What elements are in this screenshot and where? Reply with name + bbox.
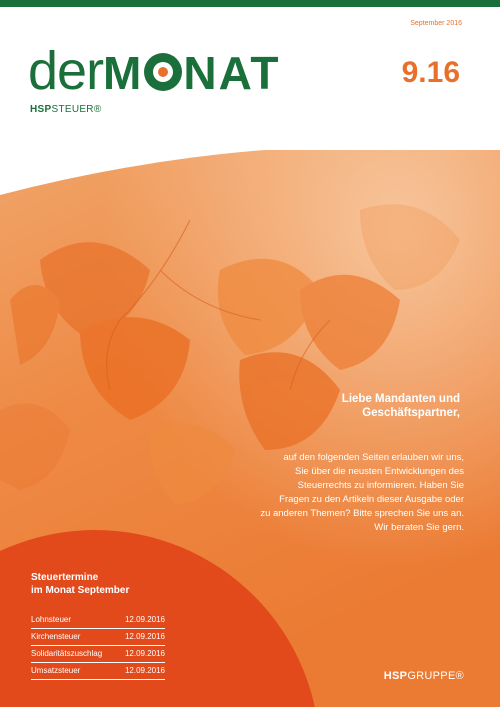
intro-line: zu anderen Themen? Bitte sprechen Sie uns an. <box>260 508 464 519</box>
sublogo-steuer: STEUER® <box>51 104 102 115</box>
table-row <box>31 646 165 663</box>
hsp-gruppe-hsp: HSP <box>383 670 408 682</box>
intro-line: Wir beraten Sie gern. <box>374 522 464 533</box>
intro-line: Steuerrechts zu informieren. Haben Sie <box>297 480 464 491</box>
hsp-steuer-logo <box>30 104 102 115</box>
logo-monat-m: M <box>103 47 144 99</box>
tax-dates-title-line: Steuertermine <box>31 572 99 583</box>
tax-type: Umsatzsteuer <box>31 666 81 675</box>
tax-dates-table <box>31 612 165 680</box>
logo-der-text: der <box>28 41 104 101</box>
intro-headline-line: Geschäftspartner, <box>362 407 460 419</box>
logo-monat-rest: NAT <box>183 47 281 99</box>
intro-line: auf den folgenden Seiten erlauben wir uns, <box>283 452 464 463</box>
tax-dates-title-line: im Monat September <box>31 585 130 596</box>
tax-dates-title <box>31 571 231 597</box>
hsp-gruppe-text: GRUPPE® <box>407 670 464 682</box>
table-row <box>31 663 165 680</box>
intro-headline <box>260 392 460 420</box>
tax-date: 12.09.2016 <box>124 632 165 641</box>
intro-text <box>224 451 464 535</box>
issue-date: September 2016 <box>410 20 462 27</box>
sublogo-hsp: HSP <box>30 104 52 115</box>
tax-type: Lohnsteuer <box>31 615 72 624</box>
hsp-gruppe-logo <box>384 670 464 682</box>
table-row <box>31 612 165 629</box>
logo-o-icon <box>144 53 182 91</box>
tax-date: 12.09.2016 <box>124 649 165 658</box>
top-bar <box>0 0 500 7</box>
tax-type: Kirchensteuer <box>31 632 81 641</box>
dermonat-logo <box>28 40 281 102</box>
issue-number: 9.16 <box>401 56 460 89</box>
intro-headline-line: Liebe Mandanten und <box>341 393 460 405</box>
tax-date: 12.09.2016 <box>124 666 165 675</box>
table-row <box>31 629 165 646</box>
tax-date: 12.09.2016 <box>124 615 165 624</box>
tax-type: Solidaritätszuschlag <box>31 649 103 658</box>
intro-line: Sie über die neusten Entwicklungen des <box>294 466 464 477</box>
intro-line: Fragen zu den Artikeln dieser Ausgabe oder <box>279 494 464 505</box>
